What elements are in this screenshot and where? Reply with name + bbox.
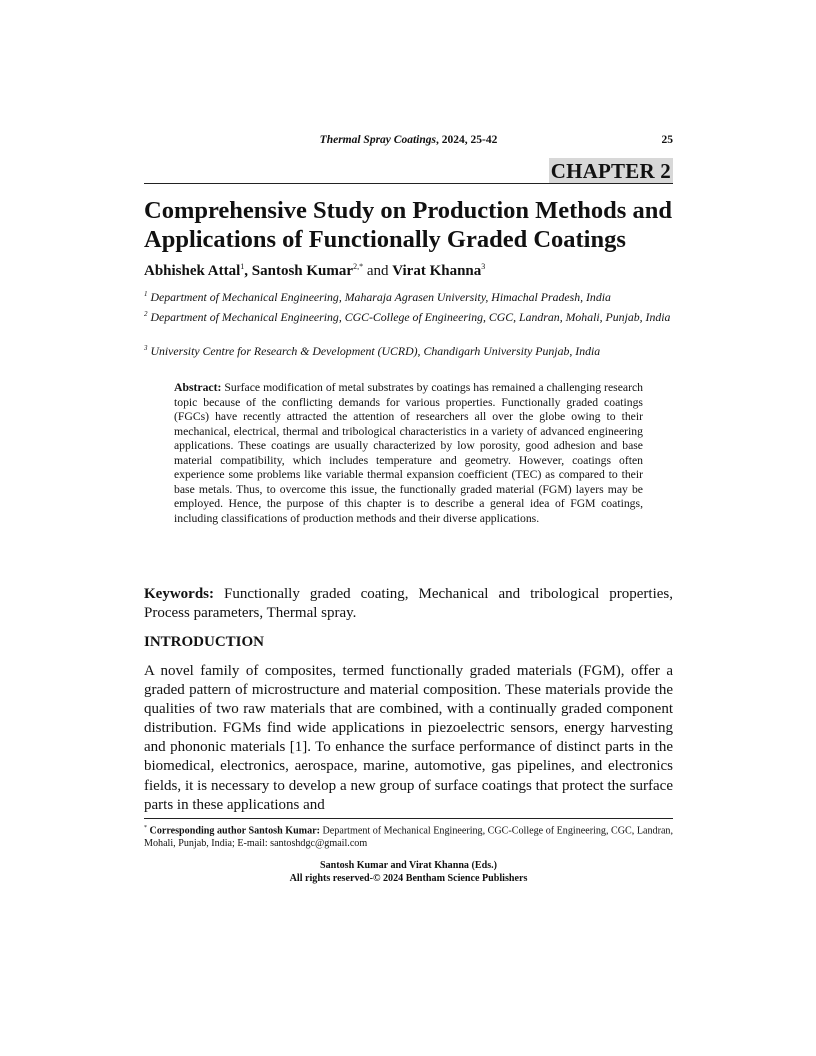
author-2: Santosh Kumar [251,263,354,279]
abstract-text: Surface modification of metal substrates by coatings has remained a challenging research topic because of the conflicting demands for various properties. Functionally graded coatings (FGCs) have recently attracted the attention of researchers all over the globe owing to their mechanical, electrical, thermal and tribological characteristics in a variety of advanced engineering applications. These coatings are usually characterized by low porosity, good adhesion and base material compatibility, which includes temperature and geometry. However, coatings often experience some problems like variable thermal expansion coefficient (TEC) as compared to their base metals. Thus, to overcome this issue, the functionally graded material (FGM) layers may be employed. Hence, the purpose of this chapter is to describe a general idea of FGM coatings, including classifications of production methods and their diverse applications. [174,381,643,525]
footnote-label: Corresponding author Santosh Kumar: [147,825,320,837]
author-3: Virat Khanna [392,263,482,279]
author-separator: and [363,263,393,279]
footnote-mark: * [144,825,147,831]
footnote-corresponding-author [144,822,673,850]
running-header [144,134,673,150]
footnote-text: Department of Mechanical Engineering, CGC-College of Engineering, CGC, Landran, Mohali, Punjab, India; E-mail: santoshdgc@gmail.com [144,825,673,850]
title-line-2: Applications of Functionally Graded Coatings [144,226,626,253]
affiliation-1 [144,286,673,305]
affiliation-number: 1 [144,290,148,298]
abstract-label: Abstract: [174,381,222,394]
copyright-line: All rights reserved-© 2024 Bentham Science Publishers [289,873,528,884]
keywords-text: Functionally graded coating, Mechanical and tribological properties, Process parameters, Thermal spray. [144,586,673,621]
editors-line: Santosh Kumar and Virat Khanna (Eds.) [319,860,498,871]
author-1: Abhishek Attal [144,263,241,279]
chapter-title [144,196,684,254]
affiliation-3 [144,340,673,359]
affiliation-number: 2 [144,310,148,318]
author-separator: , [244,263,252,279]
affiliation-2 [144,306,673,325]
author-list [144,262,485,280]
affiliation-text: Department of Mechanical Engineering, Maharaja Agrasen University, Himachal Pradesh, India [147,289,611,304]
chapter-divider [144,183,673,184]
affiliation-number: 3 [144,344,148,352]
page-number: 25 [661,134,673,146]
keywords [144,585,673,623]
footnote-divider [144,818,673,819]
author-3-affiliation: 3 [481,262,486,271]
introduction-paragraph: A novel family of composites, termed functionally graded materials (FGM), offer a graded pattern of microstructure and material composition. These materials provide the qualities of two raw materials that are combined, with a continually graded component distribution. FGMs find wide applications in piezoelectric sensors, energy harvesting and phononic materials [1]. To enhance the surface performance of distinct parts in the biomedical, electronics, aerospace, marine, automotive, gas pipelines, and electronics fields, it is necessary to develop a new group of surface coatings that protect the surface parts in these applications and [144,663,673,813]
abstract [174,381,643,526]
author-2-affiliation: 2,* [353,262,364,271]
affiliation-text: Department of Mechanical Engineering, CGC-College of Engineering, CGC, Landran, Mohali, Punjab, India [147,309,671,324]
author-1-affiliation: 1 [240,262,245,271]
chapter-label: CHAPTER 2 [550,159,671,183]
citation-details: , 2024, 25-42 [435,134,498,146]
journal-name: Thermal Spray Coatings [319,134,436,146]
keywords-label: Keywords: [144,586,214,602]
affiliation-text: University Centre for Research & Development (UCRD), Chandigarh University Punjab, India [147,343,601,358]
section-heading-introduction: INTRODUCTION [144,634,265,650]
title-line-1: Comprehensive Study on Production Methods and [144,197,672,224]
journal-citation [144,134,673,146]
